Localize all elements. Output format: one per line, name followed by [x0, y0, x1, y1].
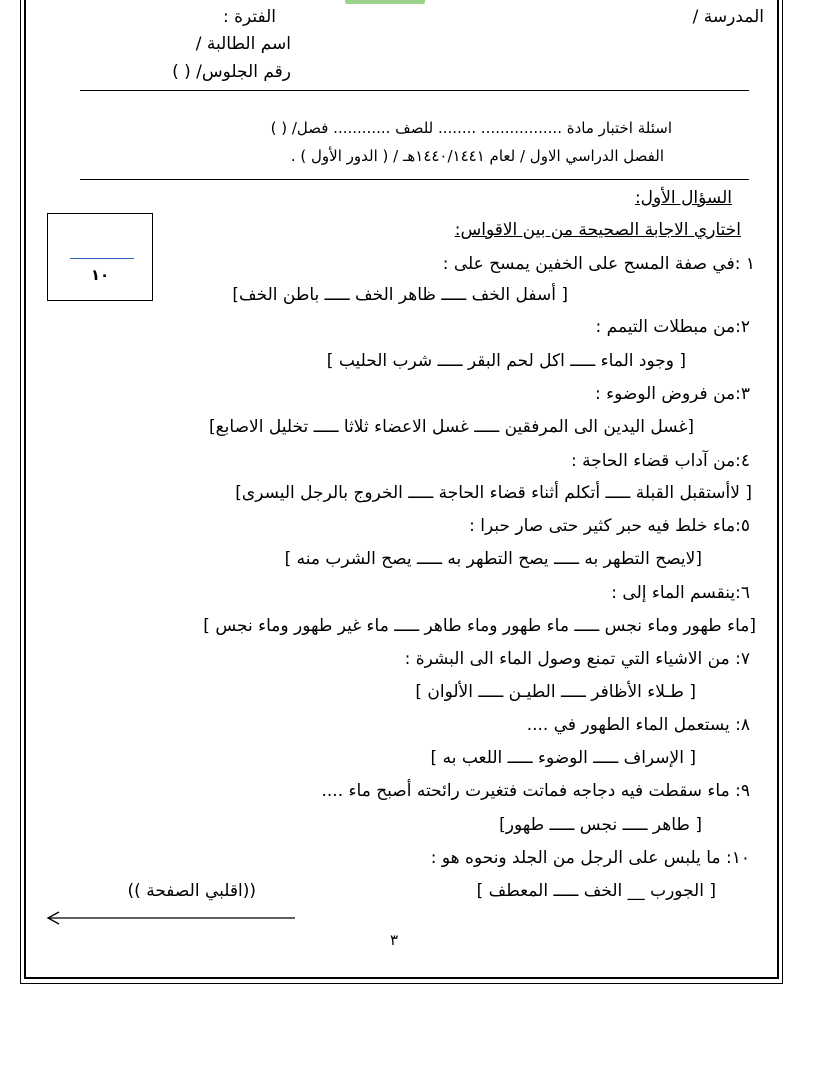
question-5: ٥:ماء خلط فيه حبر كثير حتى صار حبرا :: [469, 516, 750, 536]
question-6: ٦:ينقسم الماء إلى :: [611, 583, 750, 603]
answer-options-3: [غسل اليدين الى المرفقين ـــــ غسل الاعضاء ثلاثا ـــــ تخليل الاصابع]: [209, 417, 694, 437]
answer-options-9: [ طاهر ـــــ نجس ـــــ طهور]: [499, 815, 702, 835]
score-fraction-line: [70, 258, 134, 259]
question-3: ٣:من فروض الوضوء :: [594, 384, 750, 404]
question-2: ٢:من مبطلات التيمم :: [595, 317, 750, 337]
answer-options-10: [ الجورب __ الخف ـــــ المعطف ]: [476, 881, 716, 901]
page-number: ٣: [390, 931, 399, 949]
question-7: ٧: من الاشياء التي تمنع وصول الماء الى البشرة :: [404, 649, 750, 669]
question-1: ١ :في صفة المسح على الخفين يمسح على :: [442, 254, 755, 274]
section-instruction: اختاري الاجابة الصحيحة من بين الاقواس:: [454, 220, 741, 240]
question-4: ٤:من آداب قضاء الحاجة :: [571, 451, 750, 471]
score-box: [47, 213, 153, 301]
exam-subject-line: اسئلة اختبار مادة ................. ........ للصف ............ فصل/ ( ): [270, 119, 672, 137]
question-10: ١٠: ما يلبس على الرجل من الجلد ونحوه هو :: [430, 848, 750, 868]
left-arrow-icon: [45, 911, 295, 925]
answer-options-5: [لايصح التطهر به ـــــ يصح التطهر به ـــــ يصح الشرب منه ]: [284, 549, 702, 569]
answer-options-7: [ طـلاء الأظافر ـــــ الطيـن ـــــ الألوان ]: [415, 682, 696, 702]
header-divider: [80, 90, 749, 91]
section-title: السؤال الأول:: [634, 188, 732, 208]
question-8: ٨: يستعمل الماء الطهور في ....: [526, 715, 750, 735]
answer-options-4: [ لاأستقبل القبلة ـــــ أتكلم أثناء قضاء الحاجة ـــــ الخروج بالرجل اليسرى]: [235, 483, 752, 503]
turn-page-note: ((اقلبي الصفحة )): [127, 881, 256, 901]
exam-term-line: الفصل الدراسي الاول / لعام ١٤٤٠/١٤٤١هـ / ( الدور الأول ) .: [290, 147, 664, 165]
answer-options-8: [ الإسراف ـــــ الوضوء ـــــ اللعب به ]: [430, 748, 696, 768]
question-9: ٩: ماء سقطت فيه دجاجه فماتت فتغيرت رائحته أصبح ماء ....: [321, 781, 750, 801]
period-label: الفترة :: [222, 7, 276, 27]
exam-divider: [80, 179, 749, 180]
seat-number-label: رقم الجلوس/ ( ): [172, 62, 291, 82]
student-name-label: اسم الطالبة /: [195, 34, 291, 54]
answer-options-6: [ماء طهور وماء نجس ـــــ ماء طهور وماء طاهر ـــــ ماء غير طهور وماء نجس ]: [203, 616, 756, 636]
school-label: المدرسة /: [692, 7, 764, 27]
answer-options-2: [ وجود الماء ـــــ اكل لحم البقر ـــــ شرب الحليب ]: [326, 351, 686, 371]
score-total: ١٠: [90, 266, 110, 284]
ministry-logo-fragment: [345, 0, 425, 4]
answer-options-1: [ أسفل الخف ـــــ ظاهر الخف ـــــ باطن الخف]: [232, 285, 568, 305]
